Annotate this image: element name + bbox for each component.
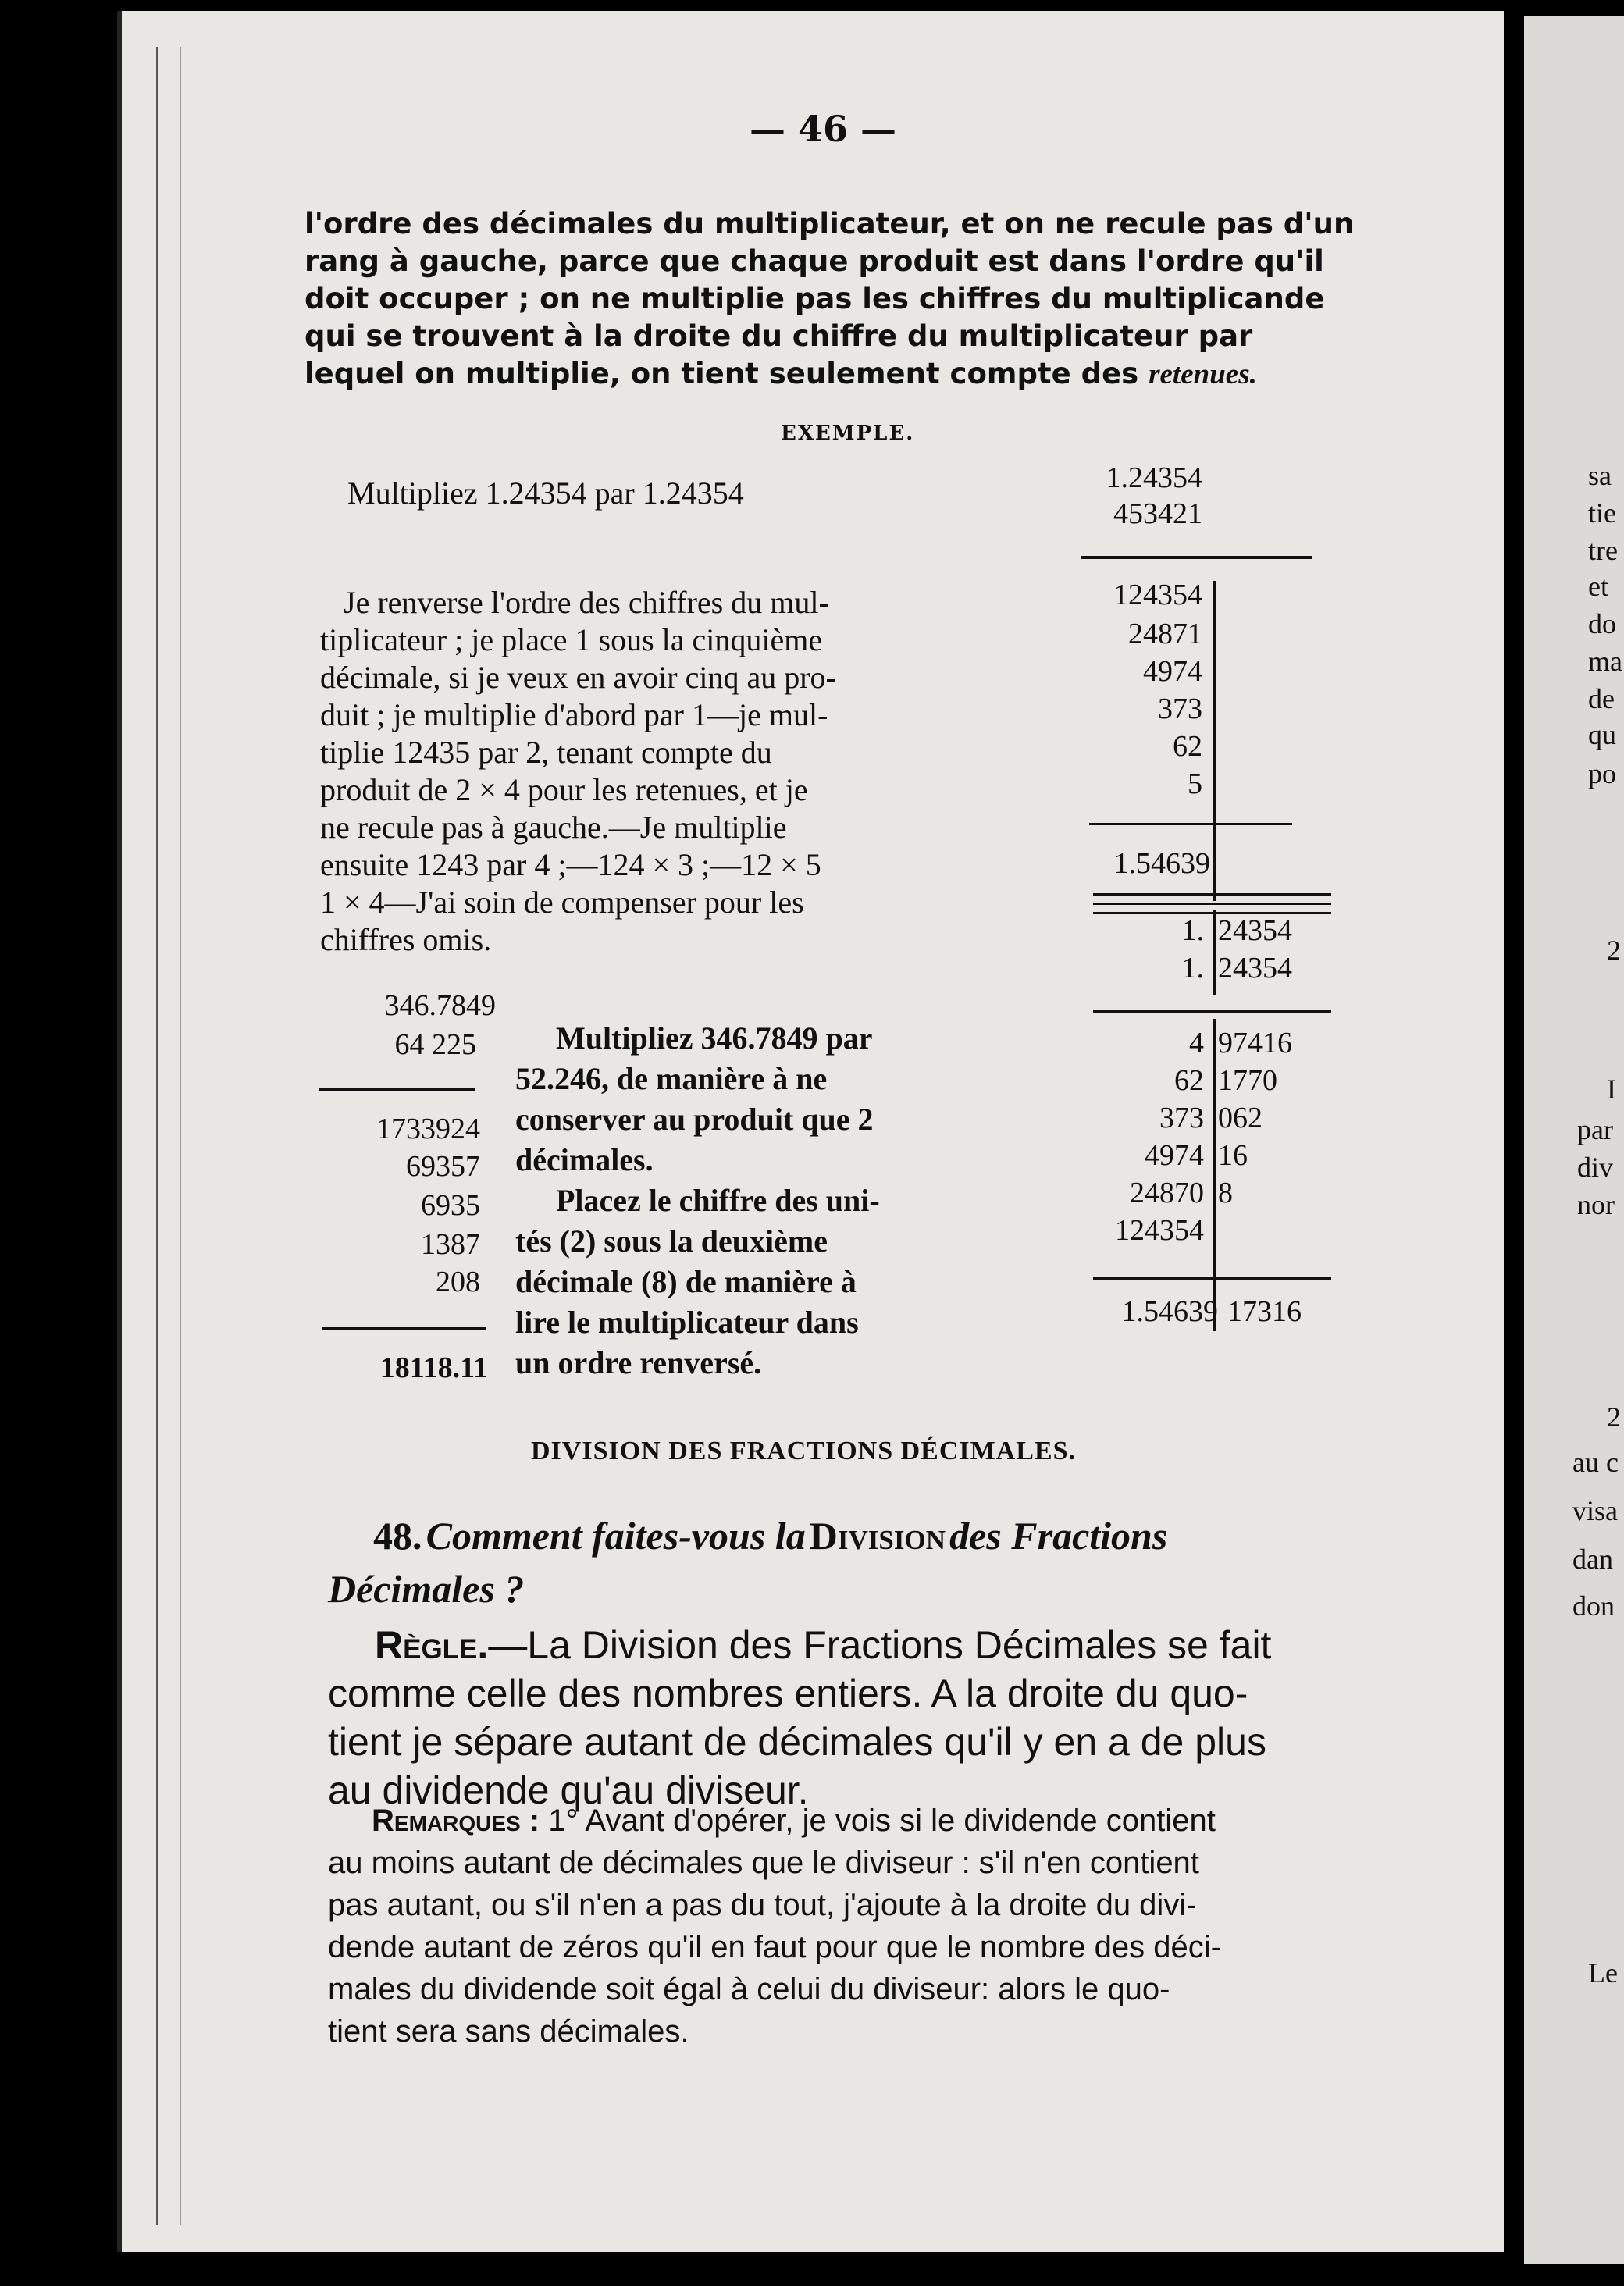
right-multiplicand: 1.24354 [1106, 461, 1202, 494]
rule-line-1: Règle.—La Division des Fractions Décimales se fait [375, 1623, 1272, 1667]
remarks-line-2: au moins autant de décimales que le diviseur : s'il n'en contient [328, 1846, 1199, 1880]
right-check-a-dec: 24354 [1218, 914, 1292, 947]
right-partial-2: 24871 [1128, 618, 1202, 650]
remarks-line-4: dende autant de zéros qu'il en faut pour que le nombre des déci- [328, 1930, 1221, 1964]
right-full-row-3-a: 373 [1159, 1102, 1204, 1134]
second-example-line-7: décimale (8) de manière à [515, 1264, 857, 1299]
gutter-line-2 [180, 47, 181, 2225]
left-result: 18118.11 [379, 1351, 488, 1384]
right-full-row-3-b: 062 [1218, 1102, 1263, 1134]
side-fragment: visa [1572, 1495, 1618, 1526]
explanation-line-5: tiplie 12435 par 2, tenant compte du [320, 735, 772, 770]
intro-line-4: qui se trouvent à la droite du chiffre du multiplicateur par [304, 319, 1253, 353]
remarks-line-3: pas autant, ou s'il n'en a pas du tout, j'ajoute à la droite du divi- [328, 1888, 1197, 1922]
right-partial-5: 62 [1173, 730, 1202, 763]
left-partial-5: 208 [436, 1266, 480, 1298]
section-heading: DIVISION DES FRACTIONS DÉCIMALES. [531, 1437, 1077, 1465]
rule [319, 1088, 475, 1091]
remarks-line-1: Remarques : 1° Avant d'opérer, je vois si le dividende contient [372, 1804, 1216, 1838]
side-fragment: au c [1572, 1447, 1619, 1478]
explanation-line-3: décimale, si je veux en avoir cinq au pro- [320, 660, 836, 695]
exemple-label: EXEMPLE. [781, 422, 915, 445]
rule [1213, 1019, 1216, 1331]
right-full-row-4-b: 16 [1218, 1139, 1248, 1172]
rule [322, 1327, 486, 1330]
second-example-line-4: décimales. [515, 1142, 654, 1177]
rule-line-3: tient je sépare autant de décimales qu'il y en a de plus [328, 1720, 1266, 1764]
remarks-line-6: tient sera sans décimales. [328, 2014, 689, 2049]
page-number: — 46 — [750, 108, 897, 150]
right-check-b-int: 1. [1181, 952, 1204, 985]
right-full-row-5-a: 24870 [1130, 1177, 1204, 1209]
left-multiplier: 64 225 [394, 1028, 476, 1061]
explanation-line-10: chiffres omis. [320, 922, 492, 957]
right-full-row-2-b: 1770 [1218, 1064, 1277, 1097]
right-reversed-multiplier: 453421 [1113, 497, 1202, 530]
right-full-row-6-a: 124354 [1115, 1214, 1204, 1247]
right-full-row-2-a: 62 [1174, 1064, 1204, 1097]
side-fragment: tre [1588, 535, 1618, 566]
left-partial-4: 1387 [421, 1228, 480, 1261]
gutter-line [156, 47, 158, 2225]
right-full-result-b: 17316 [1227, 1295, 1302, 1328]
side-fragment: de [1588, 683, 1615, 714]
second-example-line-9: un ordre renversé. [515, 1345, 762, 1380]
right-full-row-4-a: 4974 [1145, 1139, 1204, 1172]
side-fragment: I [1607, 1074, 1616, 1105]
explanation-line-1: Je renverse l'ordre des chiffres du mul- [344, 585, 829, 620]
rule [1093, 893, 1331, 896]
second-example-line-8: lire le multiplicateur dans [515, 1305, 859, 1340]
intro-line-2: rang à gauche, parce que chaque produit est dans l'ordre qu'il [304, 244, 1324, 278]
second-example-line-6: tés (2) sous la deuxième [515, 1223, 828, 1259]
left-partial-1: 1733924 [376, 1113, 480, 1145]
rule [1213, 910, 1216, 995]
side-fragment: div [1577, 1152, 1614, 1183]
question-cont: Décimales ? [328, 1567, 525, 1611]
second-example-line-5: Placez le chiffre des uni- [556, 1183, 880, 1218]
right-full-result-a: 1.54639 [1121, 1295, 1218, 1328]
rule [1213, 581, 1216, 901]
side-fragment: po [1588, 758, 1616, 789]
right-full-row-5-b: 8 [1218, 1177, 1233, 1209]
right-check-a-int: 1. [1181, 914, 1204, 947]
right-full-row-1-b: 97416 [1218, 1027, 1292, 1059]
remarks-line-5: males du dividende soit égal à celui du diviseur: alors le quo- [328, 1972, 1170, 2006]
explanation-line-8: ensuite 1243 par 4 ;—124 × 3 ;—12 × 5 [320, 847, 821, 882]
side-fragment: nor [1577, 1189, 1615, 1220]
explanation-line-2: tiplicateur ; je place 1 sous la cinquième [320, 622, 823, 657]
rule [1093, 903, 1331, 905]
side-fragment: sa [1588, 460, 1612, 491]
explanation-line-9: 1 × 4—J'ai soin de compenser pour les [320, 885, 804, 920]
second-example-line-3: conserver au produit que 2 [515, 1102, 874, 1137]
rule [1093, 1010, 1331, 1013]
rule-line-2: comme celle des nombres entiers. A la droite du quo- [328, 1672, 1248, 1715]
side-fragment: et [1588, 571, 1608, 602]
rule-line-4: au dividende qu'au diviseur. [328, 1768, 809, 1812]
side-fragment: do [1588, 608, 1616, 639]
right-result: 1.54639 [1113, 847, 1210, 880]
intro-line-3: doit occuper ; on ne multiplie pas les chiffres du multiplicande [304, 282, 1325, 315]
right-check-b-dec: 24354 [1218, 952, 1292, 985]
side-fragment: par [1577, 1114, 1613, 1145]
side-fragment: don [1572, 1590, 1615, 1622]
second-example-line-1: Multipliez 346.7849 par [556, 1020, 873, 1056]
side-fragment: tie [1588, 497, 1616, 529]
side-fragment: qu [1588, 719, 1616, 750]
left-partial-3: 6935 [421, 1189, 480, 1222]
intro-line-1: l'ordre des décimales du multiplicateur, et on ne recule pas d'un [304, 207, 1355, 240]
right-full-row-1-a: 4 [1189, 1027, 1204, 1059]
explanation-line-6: produit de 2 × 4 pour les retenues, et je [320, 772, 808, 807]
explanation-line-4: duit ; je multiplie d'abord par 1—je mul- [320, 697, 828, 732]
exemple-statement: Multipliez 1.24354 par 1.24354 [347, 475, 744, 511]
left-multiplicand: 346.7849 [384, 989, 496, 1022]
side-fragment: ma [1588, 646, 1622, 677]
intro-line-5: lequel on multiplie, on tient seulement compte des retenues. [304, 357, 1257, 390]
explanation-line-7: ne recule pas à gauche.—Je multiplie [320, 810, 787, 845]
side-fragment: Le [1588, 1957, 1618, 1989]
rule [1081, 556, 1312, 559]
side-fragment: dan [1572, 1544, 1613, 1575]
right-partial-4: 373 [1158, 693, 1202, 725]
second-example-line-2: 52.246, de manière à ne [515, 1061, 828, 1096]
side-fragment: 2 [1607, 1401, 1621, 1433]
left-partial-2: 69357 [406, 1150, 480, 1183]
right-partial-6: 5 [1188, 767, 1202, 800]
side-fragment: 2 [1607, 935, 1621, 966]
rule [1089, 823, 1292, 825]
right-partial-1: 124354 [1113, 579, 1202, 611]
rule [1093, 1277, 1331, 1280]
question: 48. Comment faites-vous la Division des Fractions [373, 1514, 1168, 1558]
right-partial-3: 4974 [1143, 655, 1202, 688]
